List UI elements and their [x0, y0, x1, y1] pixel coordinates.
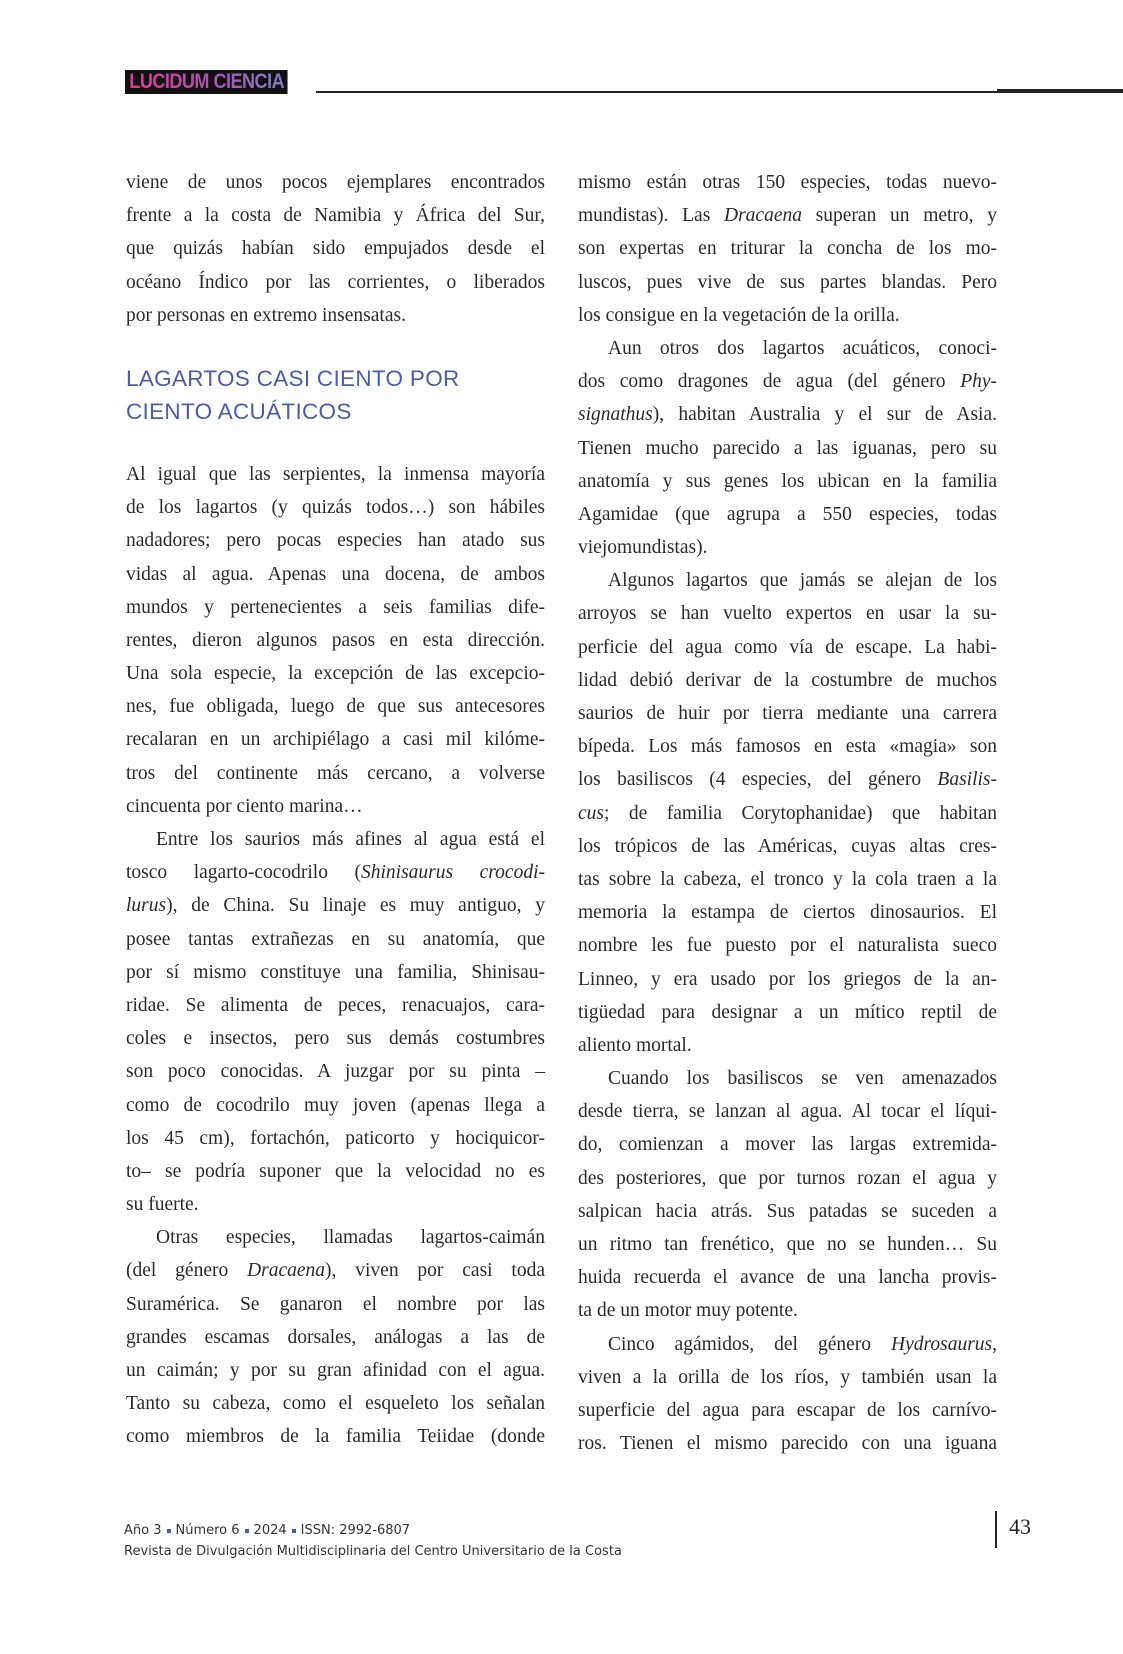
- text-line: aliento mortal.: [578, 1034, 692, 1056]
- text-line: Una sola especie, la excepción de las excepcio-: [126, 663, 545, 685]
- paragraph: [578, 1328, 997, 1461]
- text-line: por sí mismo constituye una familia, Shinisau-: [126, 961, 545, 983]
- text-line: los consigue en la vegetación de la orilla.: [578, 304, 900, 326]
- paragraph: [578, 1062, 997, 1328]
- issue-year: Año 3: [124, 1523, 162, 1538]
- genus-name: Phy-: [960, 371, 997, 393]
- text-line: Cuando los basiliscos se ven amenazados: [608, 1068, 997, 1090]
- text-line: Otras especies, llamadas lagartos-caimán: [156, 1227, 545, 1249]
- text-line: ros. Tienen el mismo parecido con una iguana: [578, 1433, 997, 1455]
- issn: ISSN: 2992-6807: [300, 1523, 411, 1538]
- text-line: Tienen mucho parecido a las iguanas, pero su: [578, 437, 997, 459]
- text-line: luscos, pues vive de sus partes blandas. Pero: [578, 271, 997, 293]
- text-line: (del género Dracaena), viven por casi toda: [126, 1260, 545, 1282]
- genus-name: Basilis-: [937, 769, 997, 791]
- text-line: viejomundistas).: [578, 537, 708, 559]
- text-line: como de cocodrilo muy joven (apenas llega a: [126, 1094, 545, 1116]
- heading-line: CIENTO ACUÁTICOS: [126, 398, 352, 424]
- page-number: 43: [1009, 1514, 1031, 1539]
- issue-info: [124, 1520, 622, 1541]
- text-line: Cinco agámidos, del género Hydrosaurus,: [608, 1333, 997, 1355]
- text-line: posee tantas extrañezas en su anatomía, que: [126, 928, 545, 950]
- paragraph: [578, 564, 997, 1062]
- text-line: océano Índico por las corrientes, o liberados: [126, 271, 545, 293]
- text-line: saurios de huir por tierra mediante una carrera: [578, 703, 997, 724]
- text-line: nes, fue obligada, luego de que sus antecesores: [126, 696, 545, 718]
- separator-square-icon: [292, 1529, 296, 1533]
- text-line: de los lagartos (y quizás todos…) son hábiles: [126, 497, 545, 519]
- text-line: que quizás habían sido empujados desde el: [126, 238, 545, 260]
- text-line: arroyos se han vuelto expertos en usar la su-: [578, 603, 997, 625]
- genus-name: Hydrosaurus: [891, 1333, 993, 1355]
- text-line: Agamidae (que agrupa a 550 especies, todas: [578, 503, 997, 525]
- page-footer: [124, 1520, 622, 1562]
- text-line: los basiliscos (4 especies, del género Basilis-: [578, 769, 997, 791]
- header-rule-accent: [997, 89, 1123, 93]
- text-line: como miembros de la familia Teiidae (donde: [126, 1426, 545, 1448]
- header-rule: [316, 91, 1016, 93]
- text-line: mundos y pertenecientes a seis familias dife-: [126, 596, 545, 618]
- section-heading: [126, 362, 545, 428]
- masthead-title: LUCIDUM CIENCIA: [129, 70, 285, 93]
- text-line: memoria la estampa de ciertos dinosaurios. El: [578, 902, 997, 924]
- text-line: tigüedad para designar a un mítico reptil de: [578, 1001, 997, 1023]
- genus-name: Dracaena: [247, 1260, 326, 1282]
- text-line: Algunos lagartos que jamás se alejan de los: [608, 570, 997, 592]
- text-line: huida recuerda el avance de una lancha provis-: [578, 1267, 997, 1289]
- text-line: grandes escamas dorsales, análogas a las de: [126, 1326, 545, 1348]
- text-line: cincuenta por ciento marina…: [126, 795, 363, 817]
- paragraph: [578, 332, 997, 564]
- text-line: mismo están otras 150 especies, todas nuevo-: [578, 172, 997, 193]
- text-line: un caimán; y por su gran afinidad con el agua.: [126, 1360, 545, 1381]
- text-line: coles e insectos, pero sus demás costumbres: [126, 1028, 545, 1050]
- right-column: [578, 166, 997, 1460]
- text-line: vidas al agua. Apenas una docena, de ambos: [126, 563, 545, 585]
- text-line: to– se podría suponer que la velocidad no es: [126, 1160, 545, 1182]
- text-line: Entre los saurios más afines al agua está el: [156, 829, 545, 850]
- text-line: tosco lagarto-cocodrilo (Shinisaurus crocodi-: [126, 862, 545, 884]
- text-line: mundistas). Las Dracaena superan un metro, y: [578, 205, 997, 227]
- left-column: [126, 166, 545, 1454]
- text-line: viven a la orilla de los ríos, y también usan la: [578, 1366, 997, 1388]
- issue-number: Número 6: [175, 1523, 240, 1538]
- text-line: perficie del agua como vía de escape. La habi-: [578, 636, 997, 658]
- text-line: superficie del agua para escapar de los carnívo-: [578, 1399, 997, 1421]
- text-line: Tanto su cabeza, como el esqueleto los señalan: [126, 1393, 545, 1415]
- species-name: lurus: [126, 895, 167, 917]
- text-line: los 45 cm), fortachón, paticorto y hociquicor-: [126, 1127, 545, 1149]
- text-line: desde tierra, se lanzan al agua. Al tocar el líqui-: [578, 1101, 997, 1123]
- text-line: salpican hacia atrás. Sus patadas se suceden a: [578, 1200, 997, 1222]
- separator-square-icon: [245, 1529, 249, 1533]
- text-line: nadadores; pero pocas especies han atado sus: [126, 530, 545, 552]
- journal-name: Revista de Divulgación Multidisciplinaria del Centro Universitario de la Costa: [124, 1544, 622, 1559]
- genus-name: signathus: [578, 404, 653, 426]
- paragraph: [126, 166, 545, 332]
- issue-date: 2024: [253, 1523, 287, 1538]
- text-line: Linneo, y era usado por los griegos de la an-: [578, 968, 997, 990]
- heading-line: LAGARTOS CASI CIENTO POR: [126, 365, 460, 391]
- text-line: des posteriores, que por turnos rozan el agua y: [578, 1167, 997, 1189]
- text-line: los trópicos de las Américas, cuyas altas cres-: [578, 835, 997, 857]
- text-line: signathus), habitan Australia y el sur de Asia.: [578, 404, 997, 426]
- text-line: lurus), de China. Su linaje es muy antiguo, y: [126, 895, 545, 917]
- paragraph: [126, 823, 545, 1221]
- text-line: rentes, dieron algunos pasos en esta dirección.: [126, 629, 545, 651]
- text-line: Al igual que las serpientes, la inmensa mayoría: [126, 463, 545, 485]
- text-line: frente a la costa de Namibia y África del Sur,: [126, 205, 545, 227]
- text-line: tros del continente más cercano, a volverse: [126, 762, 545, 784]
- text-line: tas sobre la cabeza, el tronco y la cola traen a la: [578, 868, 997, 890]
- text-line: do, comienzan a mover las largas extremida-: [578, 1134, 997, 1156]
- paragraph: [126, 1221, 545, 1453]
- text-line: son poco conocidas. A juzgar por su pinta –: [126, 1061, 545, 1083]
- page-number-divider: [995, 1511, 997, 1548]
- text-line: Aun otros dos lagartos acuáticos, conoci-: [608, 337, 997, 359]
- text-line: son expertas en triturar la concha de los mo-: [578, 238, 997, 260]
- text-line: lidad debió derivar de la costumbre de muchos: [578, 669, 997, 691]
- text-line: viene de unos pocos ejemplares encontrados: [126, 172, 545, 193]
- text-line: Suramérica. Se ganaron el nombre por las: [126, 1293, 545, 1315]
- separator-square-icon: [167, 1529, 171, 1533]
- text-line: por personas en extremo insensatas.: [126, 304, 406, 326]
- genus-name: cus: [578, 802, 604, 824]
- text-line: cus; de familia Corytophanidae) que habitan: [578, 802, 997, 824]
- text-line: su fuerte.: [126, 1194, 199, 1216]
- paragraph: [126, 458, 545, 823]
- species-name: Shinisaurus crocodi-: [361, 862, 545, 884]
- text-line: ta de un motor muy potente.: [578, 1300, 798, 1322]
- paragraph: [578, 166, 997, 332]
- text-line: bípeda. Los más famosos en esta «magia» son: [578, 736, 997, 758]
- text-line: ridae. Se alimenta de peces, renacuajos, cara-: [126, 994, 545, 1016]
- text-line: un ritmo tan frenético, que no se hunden… Su: [578, 1234, 997, 1255]
- text-line: anatomía y sus genes los ubican en la familia: [578, 470, 997, 492]
- text-line: dos como dragones de agua (del género Phy-: [578, 371, 997, 393]
- genus-name: Dracaena: [724, 205, 802, 227]
- journal-masthead: [125, 70, 288, 94]
- text-line: nombre les fue puesto por el naturalista sueco: [578, 935, 997, 957]
- text-line: recalaran en un archipiélago a casi mil kilóme-: [126, 729, 545, 751]
